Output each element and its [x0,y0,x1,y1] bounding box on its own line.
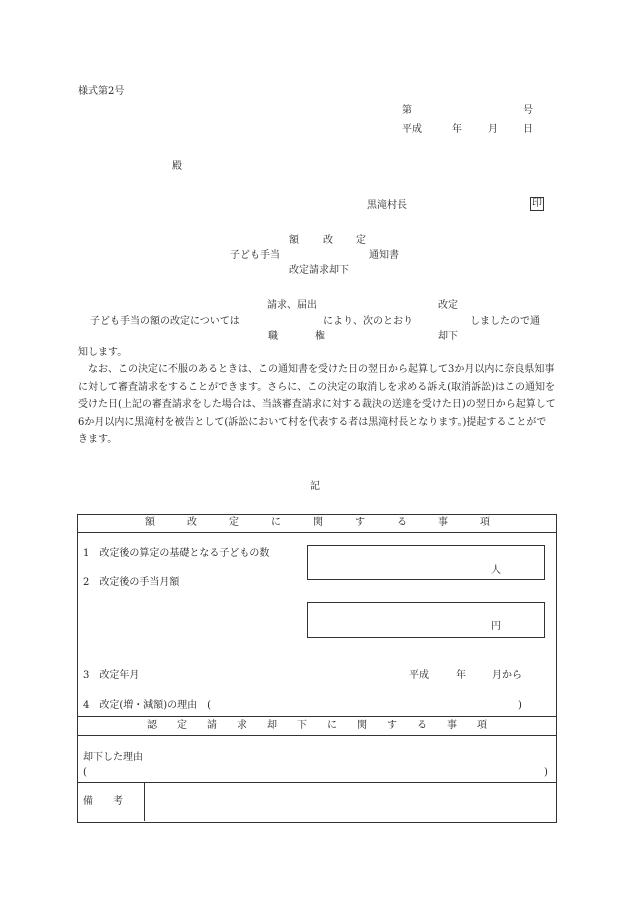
reject-reason-open-paren: ( [83,767,87,778]
title-left: 子ども手当 [230,250,280,261]
doc-number-suffix: 号 [523,105,533,116]
section2-header-4: 求 [237,720,247,731]
section2-header-11: 事 [447,720,457,731]
body-line-b: により、次のとおり [323,316,413,327]
form-number: 様式第2号 [78,86,125,97]
section1-header-8: 事 [438,517,448,528]
section1-header-divider [77,532,556,533]
notice-text: なお、この決定に不服のあるときは、この通知書を受けた日の翌日から起算して3か月以内に奈良県知事に対して審査請求をすることができます。さらに、この決定の取消しを求める訴え(取消訴訟)はこの通知を受けた日(上記の審査請求をした場合は、当該審査請求に対する裁決の送達を受けた日)の翌日から起算して6か月以内に黒滝村を被告として(訴訟において村を代表する者は黒滝村長となります。)提起することができます。 [78,364,556,445]
section2-header-5: 却 [267,720,277,731]
section1-header-4: に [271,517,281,528]
body-option-ex-officio-2: 権 [315,331,325,342]
section2-header-1: 認 [147,720,157,731]
seal-mark: 印 [532,198,542,209]
body-line-notify: 知します。 [78,347,128,358]
notice-paragraph [78,361,556,449]
section2-header-2: 定 [177,720,187,731]
item2-label: 2 改定後の手当月額 [83,577,180,588]
section1-header-6: す [355,517,365,528]
date-month: 月 [488,124,498,135]
reject-reason-close-paren: ) [544,767,548,778]
reject-reason-label: 却下した理由 [83,752,143,763]
item4-close-paren: ) [518,700,522,711]
addressee-suffix: 殿 [172,161,182,172]
section2-header-divider [77,735,556,736]
item1-label: 1 改定後の算定の基礎となる子どもの数 [83,548,270,559]
date-year: 年 [452,124,462,135]
item3-era: 平成 [409,670,429,681]
section2-header-10: る [417,720,427,731]
section2-header-6: 下 [297,720,307,731]
remarks-label: 備 考 [83,796,123,807]
monthly-amount-field[interactable] [307,602,545,638]
section2-header-12: 項 [477,720,487,731]
section1-header-7: る [397,517,407,528]
body-line-c: しましたので通 [470,316,540,327]
title-bottom: 改定請求却下 [289,265,349,276]
remarks-field[interactable] [145,783,554,820]
section2-header-9: す [387,720,397,731]
section1-header-3: 定 [229,517,239,528]
children-count-field[interactable] [307,545,545,580]
date-day: 日 [523,124,533,135]
title-top-2: 改 [323,235,333,246]
children-count-unit: 人 [491,565,501,576]
item3-month: 月から [492,670,522,681]
section2-top-divider [77,716,556,717]
body-option-reject: 却下 [438,331,458,342]
section2-header-8: 関 [357,720,367,731]
item3-year: 年 [456,670,466,681]
body-option-revise: 改定 [438,300,458,311]
item3-label: 3 改定年月 [83,670,140,681]
section1-header-5: 関 [313,517,323,528]
item4-label: 4 改定(増・減額)の理由 ( [83,700,212,711]
section1-header-2: 改 [187,517,197,528]
section2-header-7: に [327,720,337,731]
ki-label: 記 [310,481,320,492]
title-top-3: 定 [356,235,366,246]
issuer-name: 黒滝村長 [367,200,407,211]
body-option-request: 請求、届出 [267,300,317,311]
section2-header-3: 請 [207,720,217,731]
monthly-amount-unit: 円 [491,621,501,632]
title-right: 通知書 [369,250,399,261]
body-line-a: 子ども手当の額の改定については [90,316,240,327]
body-option-ex-officio-1: 職 [268,331,278,342]
section1-header-9: 項 [480,517,490,528]
doc-number-prefix: 第 [402,105,412,116]
title-top-1: 額 [289,235,299,246]
section1-header-1: 額 [145,517,155,528]
date-era: 平成 [402,124,422,135]
